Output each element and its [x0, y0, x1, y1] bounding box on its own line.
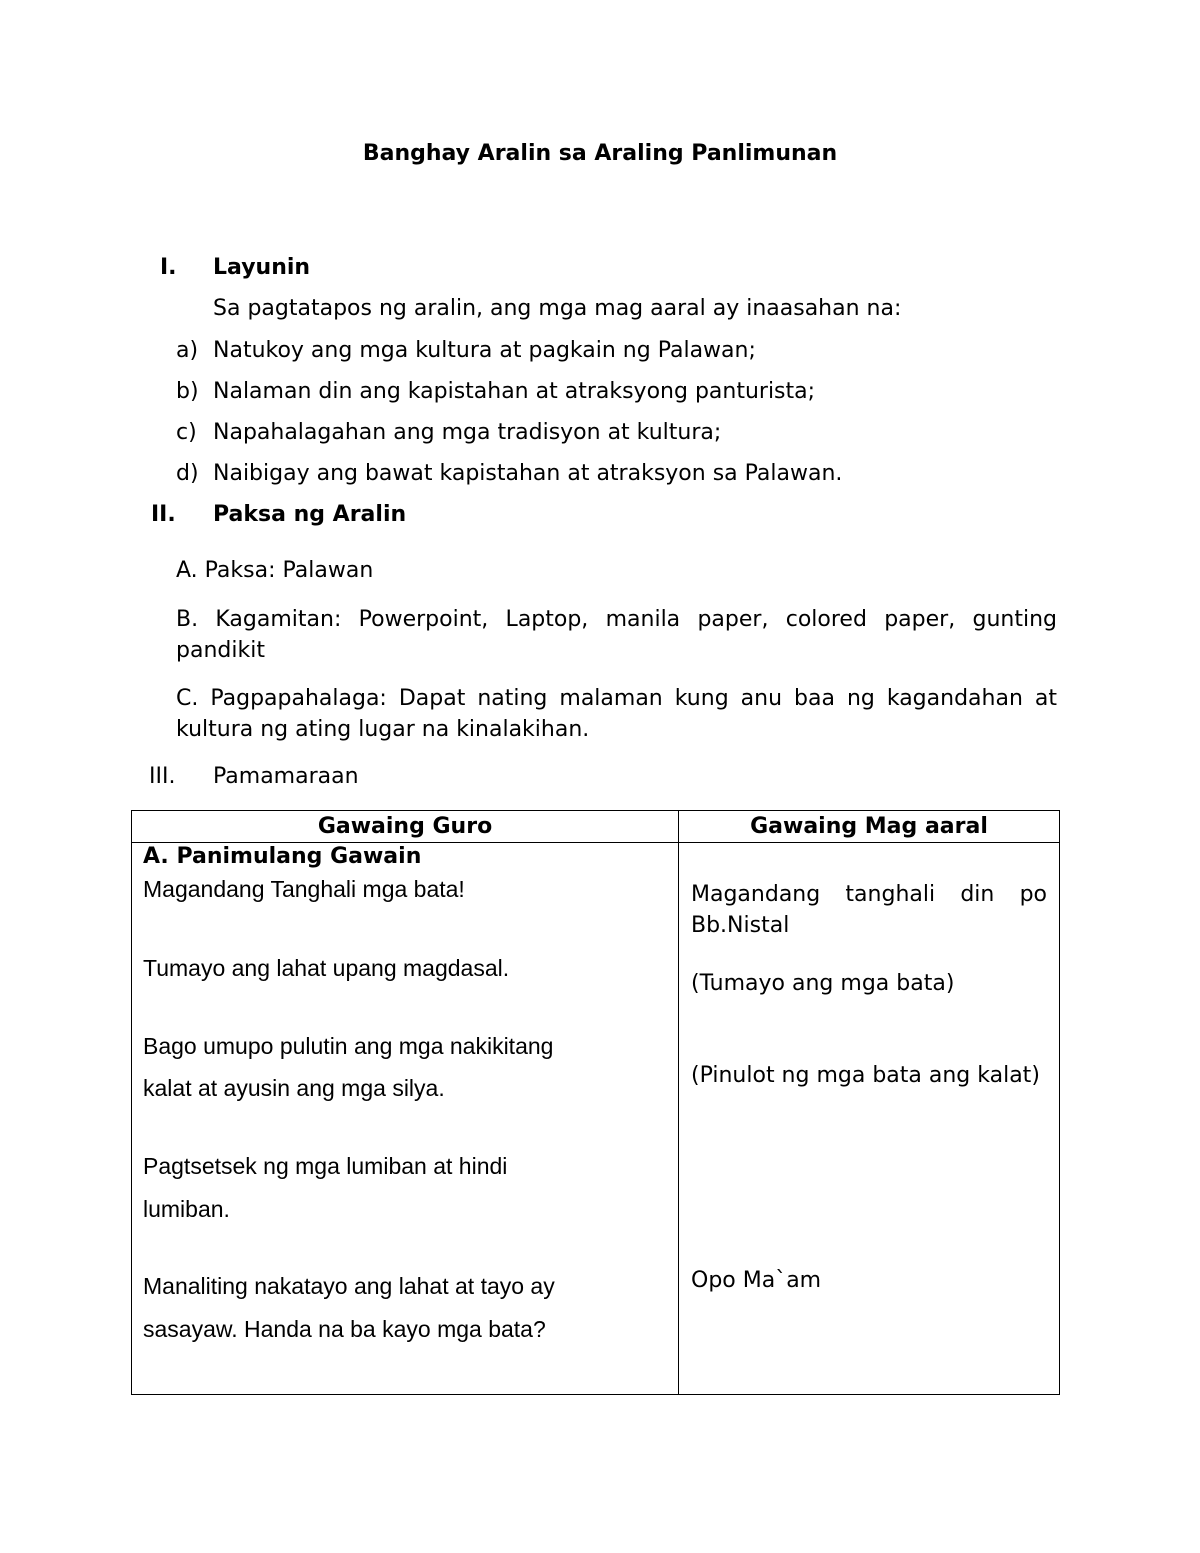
section-1-heading: Layunin: [213, 255, 311, 280]
teacher-line: Magandang Tanghali mga bata!: [143, 876, 465, 902]
teacher-line: Pagtsetsek ng mga lumiban at hindi: [143, 1153, 508, 1179]
objective-marker: b): [176, 379, 199, 404]
teacher-line: Tumayo ang lahat upang magdasal.: [143, 955, 510, 981]
objective-text: Nalaman din ang kapistahan at atraksyong panturista;: [213, 379, 816, 404]
teacher-line: Bago umupo pulutin ang mga nakikitang: [143, 1033, 554, 1059]
section-1-numeral: I.: [160, 255, 177, 280]
teacher-line: Manaliting nakatayo ang lahat at tayo ay: [143, 1273, 555, 1299]
objectives-intro: Sa pagtatapos ng aralin, ang mga mag aaral ay inaasahan na:: [213, 296, 902, 321]
table-header-row: [132, 811, 1060, 843]
materials-item: B. Kagamitan: Powerpoint, Laptop, manila paper, colored paper, gunting pandikit: [176, 607, 1057, 663]
student-response: (Tumayo ang mga bata): [691, 971, 955, 996]
objective-text: Napahalagahan ang mga tradisyon at kultura;: [213, 420, 722, 445]
section-2-heading: Paksa ng Aralin: [213, 502, 407, 527]
teacher-line: kalat at ayusin ang mga silya.: [143, 1075, 445, 1101]
objective-marker: a): [176, 338, 199, 363]
teacher-line: lumiban.: [143, 1196, 230, 1222]
objective-text: Natukoy ang mga kultura at pagkain ng Palawan;: [213, 338, 756, 363]
procedure-table: [131, 810, 1060, 1395]
teacher-line: sasayaw. Handa na ba kayo mga bata?: [143, 1316, 546, 1342]
student-response: Opo Ma`am: [691, 1268, 822, 1293]
table-row: [132, 843, 1060, 1395]
objective-text: Naibigay ang bawat kapistahan at atraksyon sa Palawan.: [213, 461, 843, 486]
student-response: Magandang tanghali din po Bb.Nistal: [691, 882, 1047, 938]
subheading-panimulang-gawain: A. Panimulang Gawain: [143, 844, 422, 869]
section-3-numeral: III.: [149, 764, 176, 789]
document-title: Banghay Aralin sa Araling Panlimunan: [362, 141, 838, 166]
header-student-activity: Gawaing Mag aaral: [679, 811, 1060, 843]
teacher-activity-cell: [132, 843, 679, 1395]
section-3-heading: Pamamaraan: [213, 764, 359, 789]
student-response: (Pinulot ng mga bata ang kalat): [691, 1063, 1040, 1088]
objective-marker: d): [176, 461, 199, 486]
values-item: C. Pagpapahalaga: Dapat nating malaman kung anu baa ng kagandahan at kultura ng ating lugar na kinalakihan.: [176, 686, 1057, 742]
topic-item: A. Paksa: Palawan: [176, 558, 374, 583]
objective-marker: c): [176, 420, 197, 445]
header-teacher-activity: Gawaing Guro: [132, 811, 679, 843]
student-activity-cell: [679, 843, 1060, 1395]
section-2-numeral: II.: [151, 502, 176, 527]
